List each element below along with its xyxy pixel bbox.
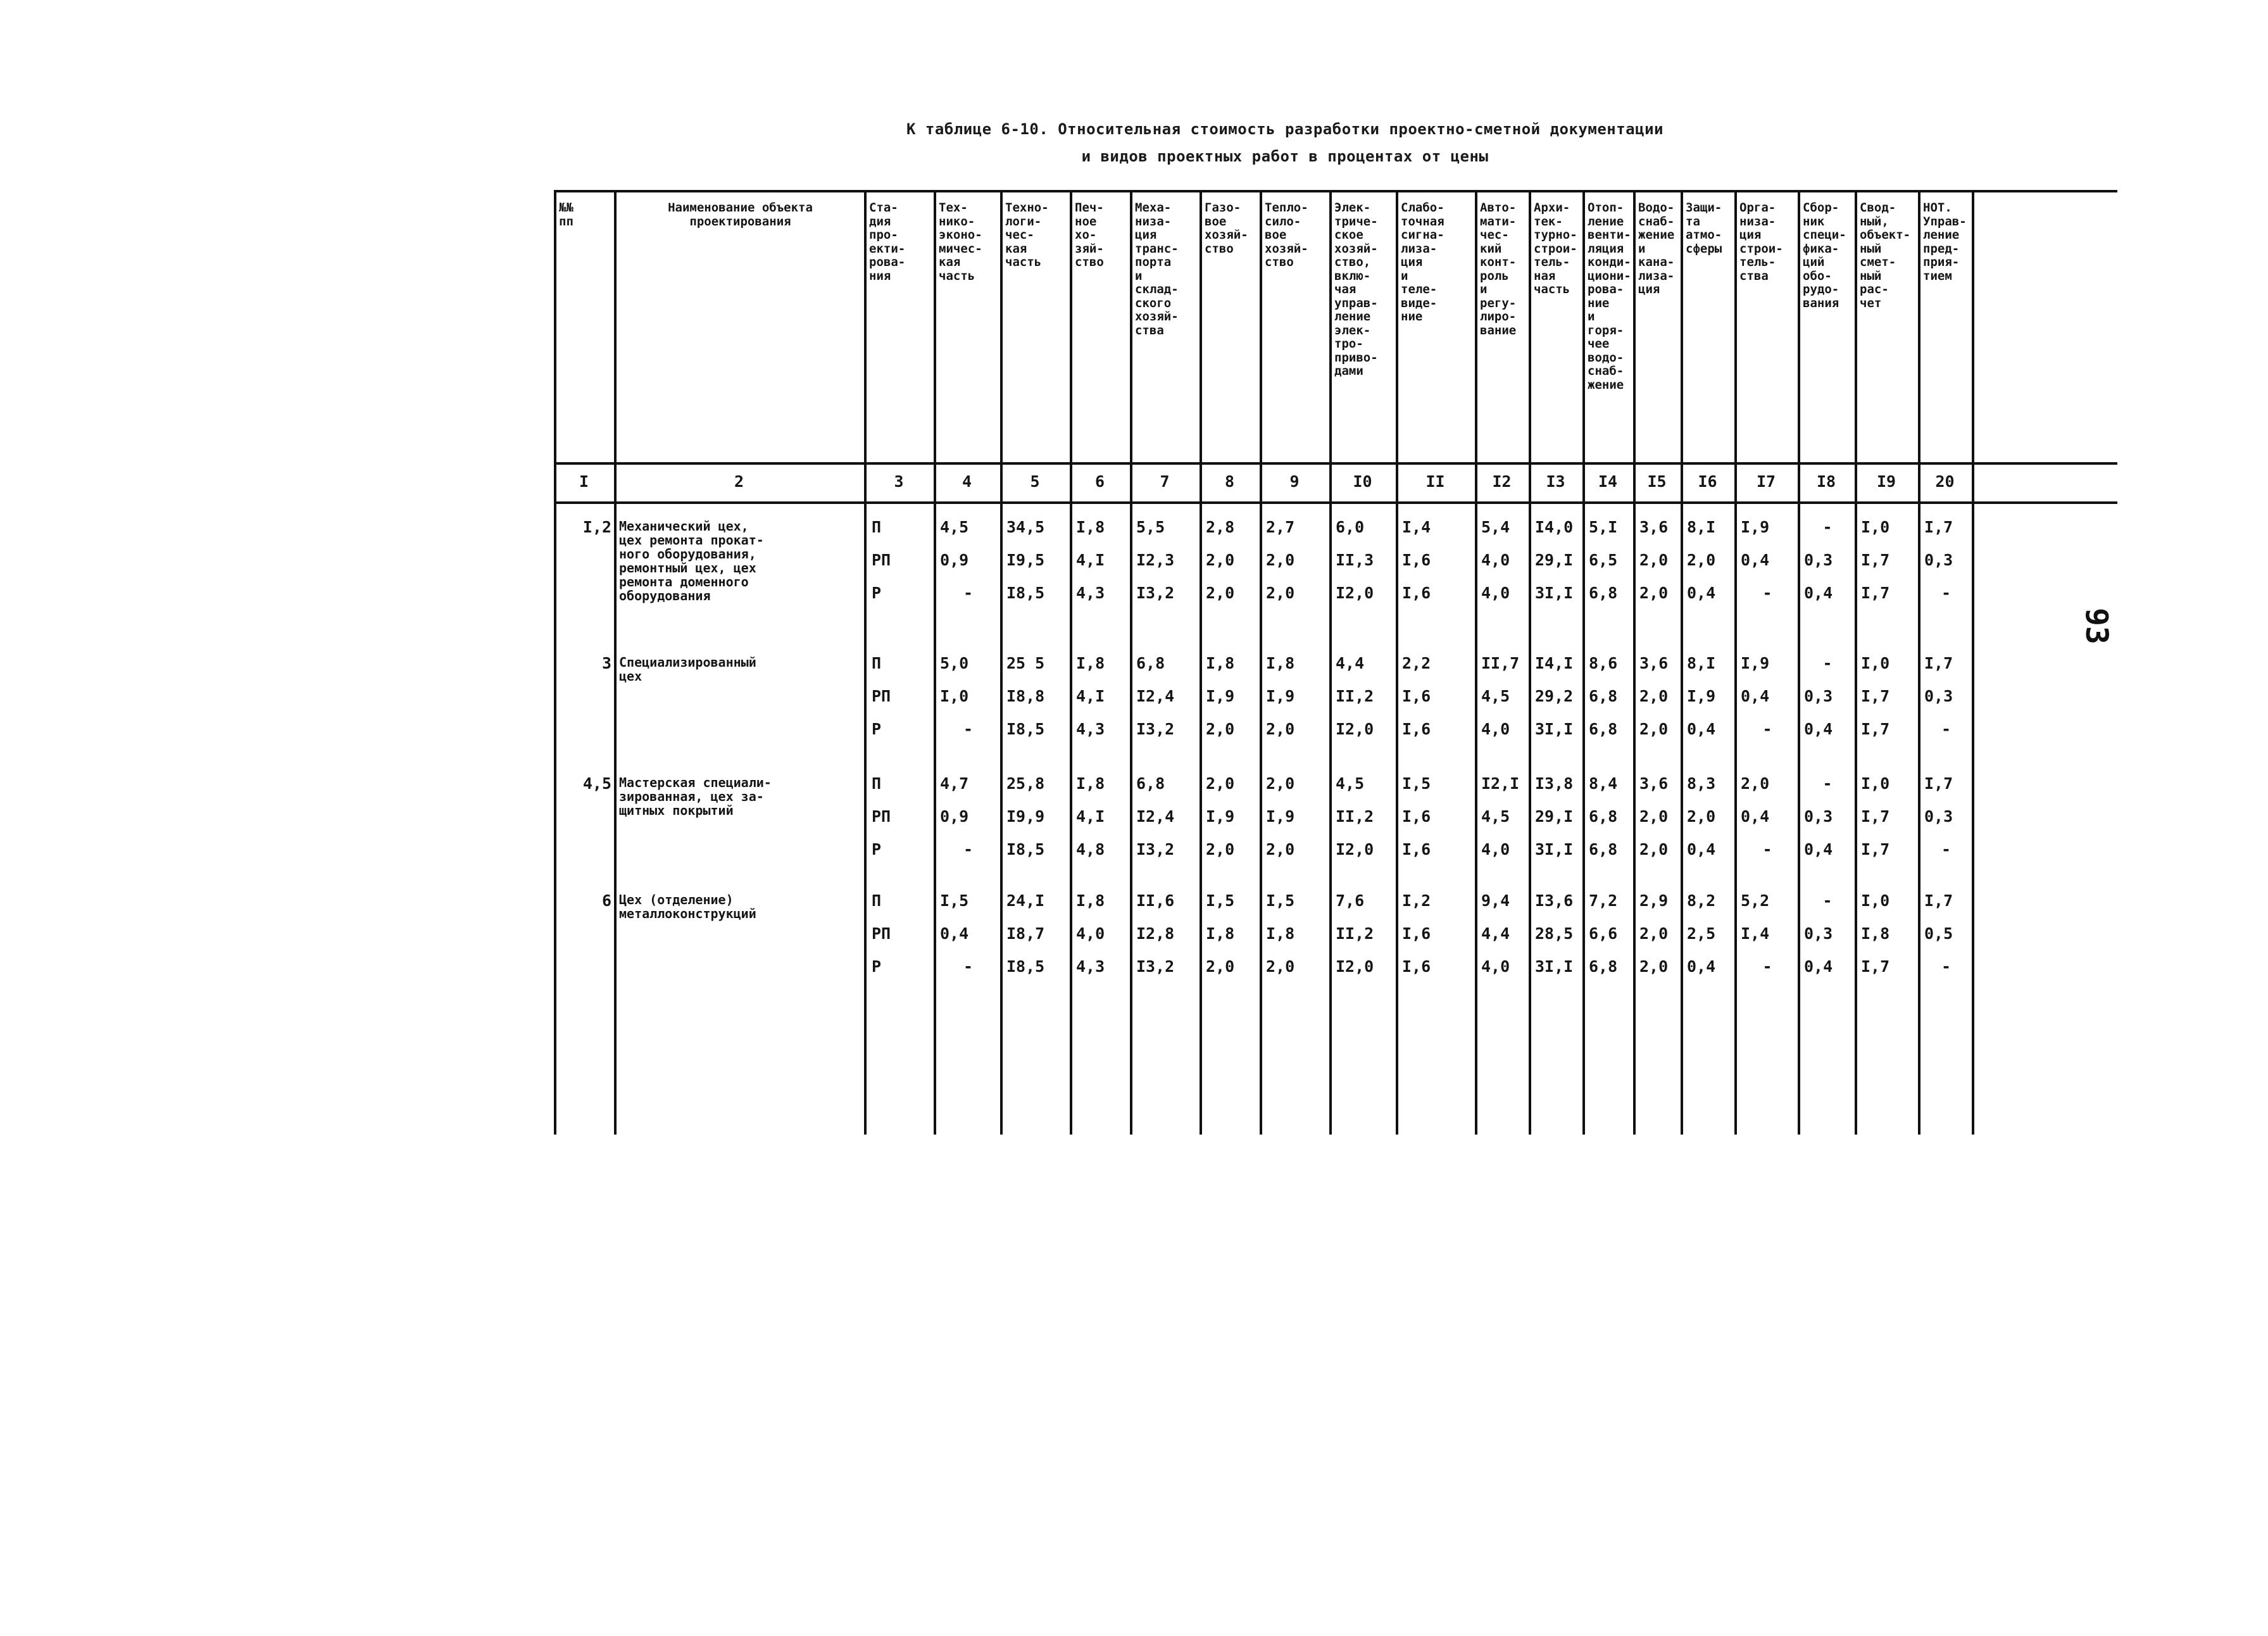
table-cell: -: [963, 840, 974, 859]
column-number: I7: [1756, 472, 1776, 491]
table-cell: 5,5: [1136, 518, 1165, 536]
design-stage: РП: [872, 551, 891, 569]
design-stage: П: [872, 774, 882, 793]
table-cell: I,5: [1266, 891, 1295, 910]
table-cell: 0,4: [1804, 957, 1833, 976]
table-cell: I2,4: [1136, 687, 1175, 705]
table-cell: 6,8: [1136, 774, 1165, 793]
table-cell: I,6: [1402, 720, 1431, 738]
table-cell: 4,0: [1481, 840, 1510, 859]
table-cell: 0,4: [1804, 584, 1833, 602]
table-cell: I,7: [1861, 840, 1890, 859]
table-cell: I9,9: [1006, 807, 1045, 826]
table-cell: -: [1941, 957, 1952, 976]
table-cell: 2,0: [1266, 774, 1295, 793]
table-cell: -: [1941, 840, 1952, 859]
column-rule: [1529, 190, 1531, 1135]
table-cell: 0,4: [1804, 840, 1833, 859]
table-cell: 0,4: [1687, 957, 1716, 976]
row-number: 6: [601, 891, 611, 910]
column-header: Авто- мати- чес- кий конт- роль и регу- лиро- вание: [1480, 201, 1517, 337]
column-rule: [1681, 190, 1683, 1135]
table-cell: I,9: [1687, 687, 1716, 705]
table-cell: I,7: [1861, 551, 1890, 569]
table-cell: I,4: [1741, 924, 1770, 943]
design-stage: Р: [872, 840, 882, 859]
column-header: Наименование объекта проектирования: [668, 201, 813, 229]
column-header: Техно- логи- чес- кая часть: [1005, 201, 1049, 269]
table-cell: 28,5: [1535, 924, 1574, 943]
column-number: 4: [962, 472, 972, 491]
table-cell: 2,0: [1639, 840, 1669, 859]
table-cell: 2,0: [1206, 840, 1235, 859]
column-number: I9: [1876, 472, 1896, 491]
table-cell: I,8: [1206, 654, 1235, 672]
table-cell: I,6: [1402, 807, 1431, 826]
table-cell: 2,0: [1206, 551, 1235, 569]
table-cell: 3I,I: [1535, 720, 1574, 738]
column-rule: [1972, 190, 1974, 1135]
table-cell: I,5: [1402, 774, 1431, 793]
table-cell: 4,5: [1481, 807, 1510, 826]
table-cell: I,9: [1266, 687, 1295, 705]
table-cell: 4,0: [1076, 924, 1105, 943]
table-cell: I9,5: [1006, 551, 1045, 569]
table-cell: 0,4: [1687, 584, 1716, 602]
table-cell: II,6: [1136, 891, 1175, 910]
table-cell: -: [963, 584, 974, 602]
table-cell: I,7: [1924, 518, 1953, 536]
table-cell: 5,0: [940, 654, 969, 672]
table-cell: -: [1822, 518, 1833, 536]
column-number: I4: [1598, 472, 1618, 491]
table-cell: I3,6: [1535, 891, 1574, 910]
table-cell: I,6: [1402, 551, 1431, 569]
column-header: Ста- дия про- екти- рова- ния: [869, 201, 906, 283]
column-number: 6: [1094, 472, 1105, 491]
column-rule: [1633, 190, 1636, 1135]
table-cell: 6,0: [1336, 518, 1365, 536]
table-cell: I8,7: [1006, 924, 1045, 943]
table-cell: 3,6: [1639, 774, 1669, 793]
table-cell: I,4: [1402, 518, 1431, 536]
column-header: Архи- тек- турно- строи- тель- ная часть: [1534, 201, 1577, 296]
table-cell: 2,0: [1639, 924, 1669, 943]
table-cell: 4,5: [940, 518, 969, 536]
column-rule: [614, 190, 617, 1135]
table-cell: 4,3: [1076, 584, 1105, 602]
table-cell: I,5: [940, 891, 969, 910]
design-stage: П: [872, 654, 882, 672]
table-cell: 8,I: [1687, 518, 1716, 536]
table-cell: 4,3: [1076, 720, 1105, 738]
table-cell: 4,I: [1076, 551, 1105, 569]
column-rule: [864, 190, 867, 1135]
table-cell: 25,8: [1006, 774, 1045, 793]
table-cell: I,7: [1861, 720, 1890, 738]
table-cell: I8,5: [1006, 584, 1045, 602]
table-cell: 5,I: [1589, 518, 1618, 536]
table-cell: II,7: [1481, 654, 1520, 672]
table-cell: 0,4: [1804, 720, 1833, 738]
table-top-rule: [554, 190, 2117, 192]
table-cell: 3I,I: [1535, 957, 1574, 976]
column-number: 2: [734, 472, 744, 491]
column-rule: [1855, 190, 1857, 1135]
table-cell: 0,4: [1741, 687, 1770, 705]
table-cell: I4,I: [1535, 654, 1574, 672]
table-cell: 0,3: [1924, 807, 1953, 826]
column-rule: [1329, 190, 1332, 1135]
table-cell: 25 5: [1006, 654, 1045, 672]
column-number: I: [579, 472, 589, 491]
column-header: №№ пп: [559, 201, 573, 229]
column-header: Свод- ный, объект- ный смет- ный рас- чет: [1860, 201, 1911, 310]
column-rule: [1734, 190, 1737, 1135]
column-number: II: [1425, 472, 1445, 491]
column-rule: [1582, 190, 1585, 1135]
table-cell: I2,4: [1136, 807, 1175, 826]
table-cell: 34,5: [1006, 518, 1045, 536]
column-header: Защи- та атмо- сферы: [1686, 201, 1722, 256]
column-header: Меха- низа- ция транс- порта и склад- ского хозяй- ства: [1135, 201, 1179, 337]
table-cell: 24,I: [1006, 891, 1045, 910]
table-cell: I,8: [1076, 654, 1105, 672]
table-cell: I2,0: [1336, 720, 1374, 738]
column-header: Тепло- сило- вое хозяй- ство: [1265, 201, 1308, 269]
table-cell: 4,4: [1481, 924, 1510, 943]
table-cell: 2,0: [1639, 807, 1669, 826]
table-cell: 4,7: [940, 774, 969, 793]
table-cell: 0,4: [1687, 720, 1716, 738]
column-header: Элек- триче- ское хозяй- ство, вклю- чая управ- ление элек- тро- приво- дами: [1334, 201, 1378, 378]
table-cell: I,7: [1861, 584, 1890, 602]
table-cell: 4,5: [1481, 687, 1510, 705]
table-cell: I,8: [1076, 891, 1105, 910]
table-cell: -: [1762, 720, 1772, 738]
table-cell: I,8: [1266, 654, 1295, 672]
table-cell: II,2: [1336, 687, 1374, 705]
table-caption-line-2: и видов проектных работ в процентах от цены: [1081, 148, 1489, 165]
table-cell: I,8: [1266, 924, 1295, 943]
table-cell: -: [1941, 720, 1952, 738]
column-number: I5: [1647, 472, 1667, 491]
table-cell: I,8: [1206, 924, 1235, 943]
table-cell: I8,8: [1006, 687, 1045, 705]
table-cell: 4,8: [1076, 840, 1105, 859]
table-cell: I,9: [1266, 807, 1295, 826]
table-cell: I,7: [1924, 654, 1953, 672]
column-rule: [1000, 190, 1003, 1135]
table-cell: I3,8: [1535, 774, 1574, 793]
design-stage: Р: [872, 957, 882, 976]
table-cell: I,6: [1402, 687, 1431, 705]
table-cell: 29,2: [1535, 687, 1574, 705]
column-number: I8: [1816, 472, 1836, 491]
table-cell: 2,0: [1639, 687, 1669, 705]
column-header: Отоп- ление венти- ляция конди- циони- рова- ние и горя- чее водо- снаб- жение: [1588, 201, 1631, 392]
table-cell: 0,3: [1804, 687, 1833, 705]
table-cell: I2,0: [1336, 957, 1374, 976]
table-cell: I,7: [1861, 807, 1890, 826]
table-cell: I2,3: [1136, 551, 1175, 569]
table-cell: I,7: [1861, 957, 1890, 976]
table-cell: 2,0: [1639, 957, 1669, 976]
design-stage: П: [872, 518, 882, 536]
design-stage: П: [872, 891, 882, 910]
table-cell: 29,I: [1535, 807, 1574, 826]
table-cell: 2,0: [1741, 774, 1770, 793]
table-cell: 2,0: [1266, 840, 1295, 859]
table-cell: 8,2: [1687, 891, 1716, 910]
design-stage: Р: [872, 584, 882, 602]
table-cell: I,8: [1076, 774, 1105, 793]
table-cell: I,8: [1861, 924, 1890, 943]
table-cell: 3I,I: [1535, 840, 1574, 859]
column-rule: [1798, 190, 1800, 1135]
column-header: Сбор- ник специ- фика- ций обо- рудо- вания: [1803, 201, 1846, 310]
table-cell: 2,0: [1687, 807, 1716, 826]
table-cell: I,6: [1402, 924, 1431, 943]
table-cell: 6,8: [1589, 687, 1618, 705]
table-cell: I3,2: [1136, 840, 1175, 859]
design-stage: РП: [872, 924, 891, 943]
table-cell: 4,0: [1481, 584, 1510, 602]
table-cell: I2,I: [1481, 774, 1520, 793]
table-cell: I,9: [1741, 654, 1770, 672]
table-cell: I,9: [1741, 518, 1770, 536]
table-cell: I,7: [1861, 687, 1890, 705]
column-rule: [1918, 190, 1920, 1135]
table-cell: 6,8: [1589, 957, 1618, 976]
table-cell: 5,2: [1741, 891, 1770, 910]
table-cell: -: [1822, 891, 1833, 910]
table-cell: I8,5: [1006, 840, 1045, 859]
header-bottom-rule: [554, 462, 2117, 465]
table-cell: I,6: [1402, 957, 1431, 976]
design-stage: РП: [872, 687, 891, 705]
table-caption-line-1: К таблице 6-10. Относительная стоимость разработки проектно-сметной документации: [906, 120, 1663, 138]
table-cell: 0,4: [940, 924, 969, 943]
table-cell: I2,0: [1336, 840, 1374, 859]
table-cell: 6,8: [1589, 584, 1618, 602]
table-cell: I3,2: [1136, 584, 1175, 602]
table-cell: -: [1762, 840, 1772, 859]
table-cell: 2,0: [1206, 774, 1235, 793]
column-rule: [1260, 190, 1262, 1135]
table-cell: 2,0: [1687, 551, 1716, 569]
table-cell: 8,6: [1589, 654, 1618, 672]
column-rule: [554, 190, 556, 1135]
column-rule: [1475, 190, 1477, 1135]
table-cell: 2,0: [1206, 720, 1235, 738]
table-cell: 6,8: [1589, 720, 1618, 738]
column-number: 5: [1030, 472, 1040, 491]
object-name: Мастерская специали- зированная, цех за- щитных покрытий: [619, 775, 772, 818]
object-name: Цех (отделение) металлоконструкций: [619, 892, 756, 921]
table-cell: 3,6: [1639, 654, 1669, 672]
table-cell: I3,2: [1136, 957, 1175, 976]
table-cell: 29,I: [1535, 551, 1574, 569]
row-number: 4,5: [582, 774, 611, 793]
table-cell: 6,6: [1589, 924, 1618, 943]
design-stage: Р: [872, 720, 882, 738]
table-cell: 0,4: [1741, 807, 1770, 826]
table-cell: 0,4: [1687, 840, 1716, 859]
table-cell: 4,5: [1336, 774, 1365, 793]
column-header: Газо- вое хозяй- ство: [1205, 201, 1248, 256]
table-cell: 2,0: [1639, 551, 1669, 569]
table-cell: I3,2: [1136, 720, 1175, 738]
table-cell: 2,0: [1206, 957, 1235, 976]
table-cell: 3I,I: [1535, 584, 1574, 602]
table-cell: -: [1822, 654, 1833, 672]
table-cell: I,0: [1861, 518, 1890, 536]
table-cell: -: [1822, 774, 1833, 793]
table-cell: 2,9: [1639, 891, 1669, 910]
table-cell: 4,0: [1481, 551, 1510, 569]
column-rule: [1070, 190, 1072, 1135]
table-cell: 4,I: [1076, 807, 1105, 826]
table-cell: 2,0: [1639, 720, 1669, 738]
table-cell: I,0: [1861, 891, 1890, 910]
row-number: I,2: [582, 518, 611, 536]
table-cell: I,0: [1861, 774, 1890, 793]
table-cell: 2,0: [1266, 551, 1295, 569]
table-cell: I2,0: [1336, 584, 1374, 602]
table-cell: 0,3: [1804, 551, 1833, 569]
table-cell: I2,8: [1136, 924, 1175, 943]
column-rule: [1200, 190, 1202, 1135]
table-cell: 3,6: [1639, 518, 1669, 536]
table-cell: 6,5: [1589, 551, 1618, 569]
table-cell: II,3: [1336, 551, 1374, 569]
table-cell: 2,7: [1266, 518, 1295, 536]
column-rule: [1396, 190, 1398, 1135]
table-cell: -: [963, 720, 974, 738]
table-cell: 2,0: [1639, 584, 1669, 602]
column-rule: [934, 190, 936, 1135]
table-cell: II,2: [1336, 924, 1374, 943]
table-cell: I,0: [1861, 654, 1890, 672]
table-cell: 6,8: [1136, 654, 1165, 672]
table-cell: 4,4: [1336, 654, 1365, 672]
column-header: Печ- ное хо- зяй- ство: [1075, 201, 1104, 269]
table-cell: 0,4: [1741, 551, 1770, 569]
table-cell: -: [963, 957, 974, 976]
table-cell: 6,8: [1589, 807, 1618, 826]
design-stage: РП: [872, 807, 891, 826]
column-header: Слабо- точная сигна- лиза- ция и теле- виде- ние: [1401, 201, 1444, 324]
table-cell: 0,9: [940, 807, 969, 826]
column-header: Орга- низа- ция строи- тель- ства: [1739, 201, 1783, 283]
column-number: I3: [1546, 472, 1565, 491]
table-cell: 8,4: [1589, 774, 1618, 793]
table-cell: I,7: [1924, 891, 1953, 910]
column-number: I0: [1353, 472, 1372, 491]
column-header: НОТ. Управ- ление пред- прия- тием: [1923, 201, 1967, 283]
table-cell: I,6: [1402, 584, 1431, 602]
column-number: I6: [1698, 472, 1717, 491]
column-header: Тех- нико- эконо- мичес- кая часть: [939, 201, 982, 283]
column-number: 8: [1224, 472, 1235, 491]
table-cell: 0,3: [1804, 924, 1833, 943]
column-rule: [1130, 190, 1132, 1135]
table-cell: 2,5: [1687, 924, 1716, 943]
data-table: [554, 190, 2117, 1140]
table-cell: I,8: [1076, 518, 1105, 536]
table-cell: 9,4: [1481, 891, 1510, 910]
table-cell: 2,2: [1402, 654, 1431, 672]
table-cell: -: [1762, 957, 1772, 976]
table-cell: 2,0: [1266, 584, 1295, 602]
table-cell: 0,5: [1924, 924, 1953, 943]
table-cell: I,6: [1402, 840, 1431, 859]
table-cell: 4,0: [1481, 957, 1510, 976]
column-number: 7: [1160, 472, 1170, 491]
column-header: Водо- снаб- жение и кана- лиза- ция: [1638, 201, 1675, 296]
table-cell: 8,I: [1687, 654, 1716, 672]
table-cell: -: [1941, 584, 1952, 602]
table-cell: I,5: [1206, 891, 1235, 910]
table-cell: 4,I: [1076, 687, 1105, 705]
page-number: 93: [2079, 608, 2114, 645]
table-cell: I4,0: [1535, 518, 1574, 536]
table-cell: 0,3: [1924, 551, 1953, 569]
column-number: 9: [1289, 472, 1300, 491]
table-cell: 2,0: [1266, 720, 1295, 738]
table-cell: 5,4: [1481, 518, 1510, 536]
table-cell: 7,2: [1589, 891, 1618, 910]
table-cell: 0,9: [940, 551, 969, 569]
table-cell: I,0: [940, 687, 969, 705]
table-cell: I8,5: [1006, 720, 1045, 738]
table-cell: -: [1762, 584, 1772, 602]
table-cell: I,7: [1924, 774, 1953, 793]
table-cell: II,2: [1336, 807, 1374, 826]
object-name: Специализированный цех: [619, 655, 756, 684]
numbering-bottom-rule: [554, 501, 2117, 504]
table-cell: 0,3: [1924, 687, 1953, 705]
column-number: I2: [1492, 472, 1512, 491]
table-cell: I,2: [1402, 891, 1431, 910]
table-cell: 4,3: [1076, 957, 1105, 976]
table-cell: 2,8: [1206, 518, 1235, 536]
row-number: 3: [601, 654, 611, 672]
column-number: 20: [1935, 472, 1955, 491]
object-name: Механический цех, цех ремонта прокат- ного оборудования, ремонтный цех, цех ремонта доменного оборудования: [619, 519, 764, 603]
table-cell: I8,5: [1006, 957, 1045, 976]
table-cell: 2,0: [1206, 584, 1235, 602]
table-cell: 4,0: [1481, 720, 1510, 738]
table-cell: I,9: [1206, 687, 1235, 705]
table-cell: 8,3: [1687, 774, 1716, 793]
table-cell: 0,3: [1804, 807, 1833, 826]
table-cell: I,9: [1206, 807, 1235, 826]
table-cell: 6,8: [1589, 840, 1618, 859]
table-cell: 2,0: [1266, 957, 1295, 976]
column-number: 3: [894, 472, 904, 491]
table-cell: 7,6: [1336, 891, 1365, 910]
